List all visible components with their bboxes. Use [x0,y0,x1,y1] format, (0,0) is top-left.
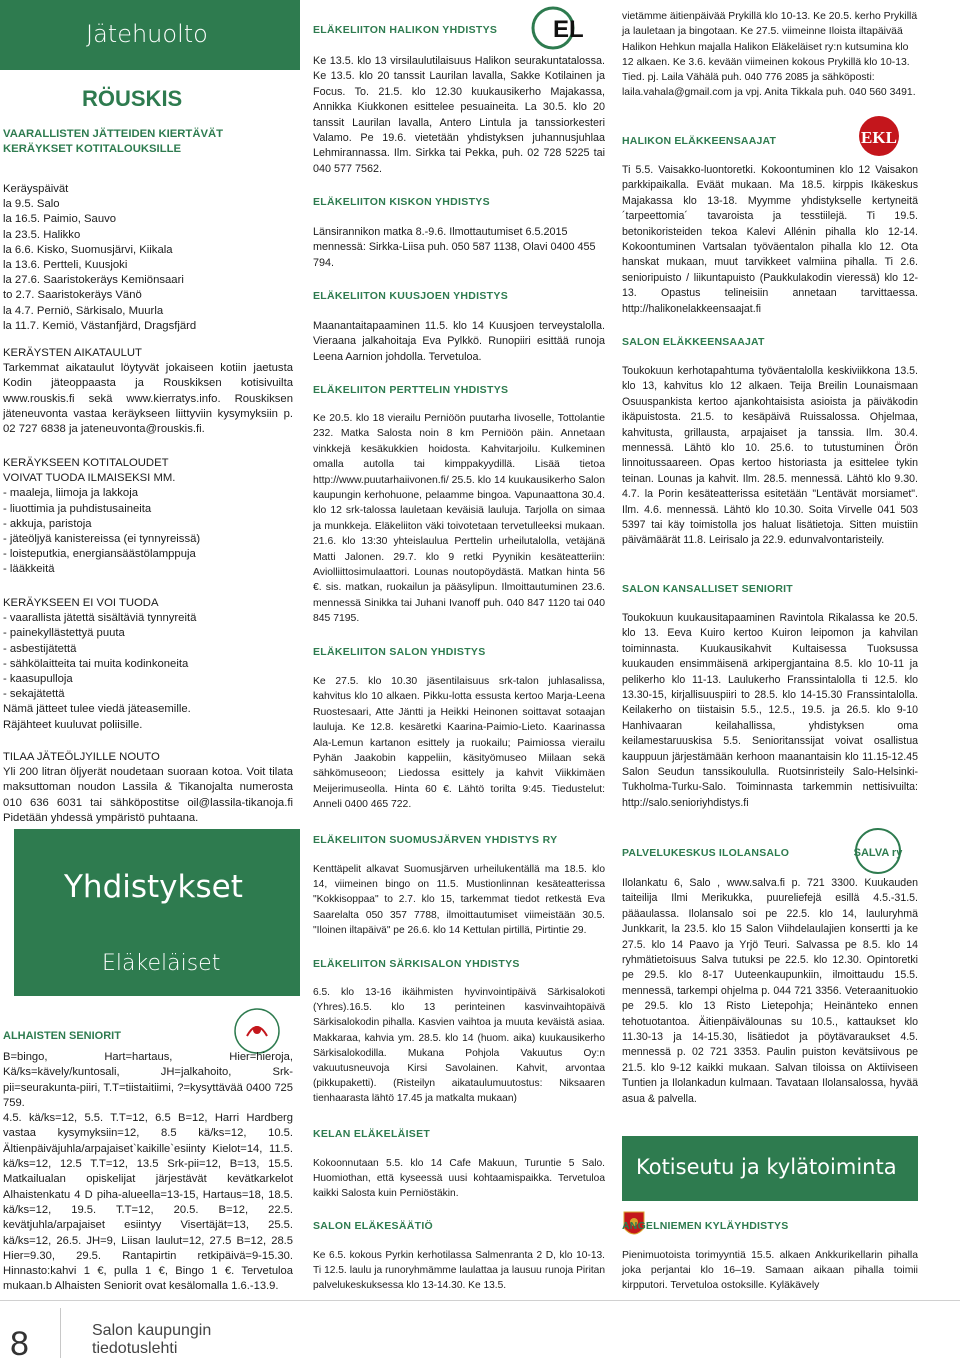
salo-heading: ELÄKELIITON SALON YHDISTYS [313,646,486,658]
angelniemi-heading: ANGELNIEMEN KYLÄYHDISTYS [622,1220,789,1232]
yhdistykset-title: Yhdistykset [64,869,243,905]
svg-text:SALVA ry: SALVA ry [853,847,903,859]
footer-divider [0,1300,960,1301]
svg-text:EL: EL [553,16,584,43]
suomusjarvi-heading: ELÄKELIITON SUOMUSJÄRVEN YHDISTYS RY [313,834,558,846]
angelniemi-text: Pienimuotoista torimyyntiä 15.5. alkaen Ankkurikellarin pihalla joka perjantai klo 16–19. Samaan aikaan pihalla toimii kirpputori. Tervetuloa ostoksille. Kyläkävely [622,1250,918,1292]
kuusjoki-heading: ELÄKELIITON KUUSJOEN YHDISTYS [313,290,509,302]
aikataulut-text: KERÄYSTEN AIKATAULUT Tarkemmat aikataulut löytyvät jokaiseen kotiin jaetusta Kodin jäteoppaasta ja Rouskiksen kotisivuilta www.rouskis.fi sekä www.kierratys.info. Rouskiksen jäteneuvonta vastaa keräykseen liittyviin kysymyksiin p. 02 727 6838 ja jateneuvonta@rouskis.fi. [3,347,293,436]
kotiseutu-title: Kotiseutu ja kylätoiminta [636,1155,897,1179]
suomusjarvi-text: Kenttäpelit alkavat Suomusjärven urheilukentällä ma 18.5. klo 14, viimeinen bingo on 11.5. Mustionlinnan kesäteatterissa "Kokkisoppaa" to 2.7. klo 15, tarkemmat tiedot retkestä Eva Saarelalta 050 357 7788, ilmoittautumiset viimeistään 30.5. "Iloinen iltapäivä" pe 26.6. klo 14 Kettulan pirtillä, Pirtintie 29. [313,864,605,936]
elakelaiset-title: Eläkeläiset [102,951,221,976]
top-continuation-text: vietämme äitienpäivää Prykillä klo 10-13. Ke 20.5. kerho Prykillä ja lauletaan ja bingotaan. Ke 27.5. viimeinne Iloista iltapäivää Halikon Hehkun majalla Halikon Eläkeläiset ry:n kutsumina klo 12 alkaen. Ke 3.6. kevään viimeinen kokous Prykillä klo 10-13. Tied. pj. Laila Vähälä puh. 040 776 2085 ja sähköposti: laila.vahala@gmail.com ja vpj. Anita Tikkala puh. 040 560 3491. [622,11,918,99]
page-number: 8 [10,1325,29,1363]
kisko-text: Länsirannikon matka 8.-9.6. Ilmottautumiset 6.5.2015 mennessä: Sirkka-Liisa puh. 050 587 1138, Olavi 0400 455 794. [313,226,596,269]
yhdistykset-banner [14,829,300,996]
halikon-text: Ti 5.5. Vaisakko-luontoretki. Kokoontuminen klo 12 Vaisakon parkkipaikalla. Eväät mukaan. Ma 18.5. kirppis Ikäkeskus Majakassa klo 13-18. Myymme yhdistykselle kertyneitä ´tarpeettomia´ tavaroista ja tesstiilejä. Ti 19.5. betonikoristeiden tekoa Kalevi Allénin pihalla klo 12-14. Kokoontuminen Vartsalan työväentalon pihalla klo 12. Ota hanskat mukaan, muut tarvikkeet valmiina pihalla. Ti 2.6. senioripuisto / liikuntapuisto (Paukkulakodin vieressä) klo 12-13. Opastus telineisiin annetaan tarvittaessa. http://halikonelakkeensaajat.fi [622,164,918,315]
svg-text:EKL: EKL [861,128,897,147]
alhaisten-heading: ALHAISTEN SENIORIT [3,1030,121,1042]
sarkisalo-text: 6.5. klo 13-16 ikäihmisten hyvinvointipäivä Särkisalokoti (Yhres).16.5. klo 13 perinteinen kasvinvaihtopäivä Särkisalokodin pihalla. Kasvien vaihtoa ja muuta keväistä asiaa. Makkaraa, kahvia ym. 28.5. klo 14 (huom. aika) kuukausikerho Särkisalokodilla. Mukana Pohjola Vakuutus Oy:n vakuutusneuvoja Kirsi Savolainen. Kahvit, arvontaa (pikkupaketti). (Risteilyn aikataulumuutostus: Niksaaren tienhaarasta lähtö 17.45 ja matkalta mukaan) [313,987,605,1105]
kiertavat-heading: VAARALLISTEN JÄTTEIDEN KIERTÄVÄT KERÄYKSET KOTITALOUKSILLE [3,128,224,156]
el-logo [525,4,605,52]
salon-elakkeensaajat-heading: SALON ELÄKKEENSAAJAT [622,336,765,348]
pertteli-heading: ELÄKELIITON PERTTELIN YHDISTYS [313,384,509,396]
salon-elakesaatio-text: Ke 6.5. kokous Pyrkin kerhotilassa Salmenranta 2 D, klo 10-13. Ti 12.5. laulu ja runoryhmämme laulattaa ja lausuu runoja Piritan palvelukeskuksessa klo 13-14.30. Ke 13.5. [313,1250,605,1292]
kelan-text: Kokoonnutaan 5.5. klo 14 Cafe Makuun, Turuntie 5 Salo. Huomiothan, että kyseessä uusi kohtaamispaikka. Tervetuloa kaikki Salosta kuin Perniöstäkin. [313,1158,605,1200]
kotitaloudet-list: KERÄYKSEEN KOTITALOUDET VOIVAT TUODA ILMAISEKSI MM. - maaleja, liimoja ja lakkoja - liuottimia ja puhdistusaineita - akkuja, paristoja - jäteöljyä kanistereissa (ei tynnyreissä) - loisteputkia, energiansäästölamppuja - lääkkeitä [3,457,201,576]
oljy-text: TILAA JÄTEÖLJYILLE NOUTO Yli 200 litran öljyerät noudetaan suoraan kotoa. Voit tilata maksuttoman noudon Lassila & Tikanojalta numerosta 010 636 6031 tai sähköpostitse oil@lassila-tikanoja.fi Pidetään yhdessä ympäristö puhtaana. [3,751,293,824]
halikko-heading: ELÄKELIITON HALIKON YHDISTYS [313,24,498,36]
kansalliset-heading: SALON KANSALLISET SENIORIT [622,583,793,595]
salon-elakesaatio-heading: SALON ELÄKESÄÄTIÖ [313,1220,434,1232]
kelan-heading: KELAN ELÄKELÄISET [313,1128,431,1140]
kuusjoki-text: Maanantaitapaaminen 11.5. klo 14 Kuusjoen terveystalolla. Vieraana jalkahoitaja Eva Pylkkö. Runopiiri esittää runoja Leena Aarnion johdolla. Tervetuloa. [313,320,605,363]
alhaisten-text: B=bingo, Hart=hartaus, Hier=hieroja, Kä/ks=kävely/kuntosali, JH=jalkahoito, Srk-pii=seurakunta-piiri, T.T=tiistaitiimi, ?=kysyttävää 0400 725 759. 4.5. kä/ks=12, 5.5. T.T=12, 6.5 B=12, Harri Hardberg vastaa kysymyksiin=12, 8.5 kä/ks=12, 10.5. Ältienpäiväjuhla/arpajaiset`kaikille`esiinty Kielot=14, 11.5. kä/ks=12, 12.5 T.T=12, 13.5 Srk-pii=12, B=13, 15.5. Matkailualan opiskelijat järjestävät kevätkarkelot Alhaistenkatu 4 D piha-alueella=13-15, Hartaus=18, 18.5. kä/ks=12, 19.5. T.T=12, 20.5. B=12, 22.5. kevätjuhla/arpajaiset esiintyy Visertäjät=13, 25.5. kä/ks=12, 26.5. JH=9, Liisan laulut=12, 27.5 B=12, 28.5 Hier=9.30, 29.5. Rantapirtin retkipäivä=9-15.30. Hinnasto:kahvi 1 €, pulla 1 €, Bingo 1 €. Tervetuloa mukaan.b Alhaisten Seniorit ovat kesälomalla 1.6.-13.9. [3,1051,293,1293]
footer-separator [60,1308,61,1358]
palvelukeskus-text: Ilolankatu 6, Salo , www.salva.fi p. 721 3300. Kuukauden taiteilija Ilmi Merikukka, puureliefejä esillä 4.5.-31.5. pääaulassa. Ilolansalo soi pe 22.5. klo 14, lauluryhmä Junkkarit, la 23.5. klo 15 Salon Viihdelaulajien konsertti ja ke 27.5. klo 14 Paavo ja Yrjö Teuri. Salvassa pe 8.5. klo 14 ryhmätietoisuus Salva tutuksi pe 22.5. klo 12.30. Opintoretki pe 29.5. klo 8-17 Uuteenkaupunkiin, ilmoittaudu 15.5. mennessä, tarkempi ohjelma p. 044 721 3356. Veteraanituokio pe 29.5. klo 13 Risto Lietepohja; Heinänteko ennen tehotuotantoa. Äitienpäivälounas su 10.5., kattaukset klo 11.30-13 ja 14-15.30, lisätiedot ja pöytävaraukset 4.5. mennessä p. 02 721 3353. Paulin puiston kevätsiivous pe 21.5. klo 9-12 kaikki mukaan. Salvan tiloissa on Aktiiviseen Tuntien ja Ilolankadun kulmaan. Tavataan Ilolansalossa, hyvää asua & palvella. [622,877,918,1105]
alhaisten-seniorit-logo-icon [232,1006,282,1056]
svg-text:RÖUSKIS: RÖUSKIS [82,86,183,111]
salon-elakkeensaajat-text: Toukokuun kerhotapahtuma työväentalolla keskiviikkona 13.5. klo 13, kahvitus klo 12 alkaen. Teija Breilin Lounaismaan Osuuspankista kertoo ajankohtaisista asioista ja päiväkodin ikäpuistosta. 21.5. to kesäpäivä Ruissalossa. Ohjelmaa, kahvitusta, grillausta, arpajaiset ja tanssia. Ilm. 30.4. mennessä. Lähtö klo 10. 25.6. to tutustuminen Örön linnoitussaareen. Opas kertoo historiasta ja esittelee tykin teinan. Lounas ja kahvit. Ilm. 28.5. mennessä. Lähtö klo 9.30. 4.7. la Porin kesäteatterissa esitetään "Lentävät morsiamet". Ilm. 4.6. mennessä. Lähtö klo 10.30. Soita Virvelle 041 503 5397 tai käy toimistolla jos haluat lisätietoja. Sitten muistiin päivämäärät 11.8. Leirisalo ja 22.9. edunvalvontaristeily. [622,365,918,547]
ekl-logo [854,114,904,158]
pertteli-text: Ke 20.5. klo 18 vierailu Perniöön puutarha Iivoselle, Tottolantie 232. Matka Salosta noin 8 km Perniöön päin. Annetaan vinkkejä kesäkukkien hoidosta. Kahvitarjoilu. Kulkeminen omalla autolla tai kimppakyydillä. Lisää tietoa http://www.puutarhaiivonen.fi/ 25.5. klo 14 kuukausikerho Salon kaupungin kerhohuone, pelaamme bingoa. Vapunaattona 30.4. klo 12 srk-talossa lauletaan keväisiä lauluja. Tarjolla on simaa ja munkkeja. Eläkeliiton väki toivotetaan tervetulleeksi mukaan. 21.6. klo 13:30 yhteislaulua Perttelin urheilutalolla, vetäjänä Matti Jalonen. 29.7. klo 9 retki Pyynikin kesäteatteriin: Aviolliittosimulaattori. Lounas noutopöydästä. Matkan hinta 56 €. sis. matkan, ruokailun ja pääsylipun. Ilmoittautuminen 23.6. mennessä Sinikka tai Juhani Ivanoff puh. 040 847 1120 tai 040 845 7195. [313,413,605,625]
salo-text: Ke 27.5. klo 10.30 jäsentilaisuus srk-talon juhlasalissa, kahvitus klo 10 alkaen. Pikku-lotta essusta kertoo Marja-Leena Ruostesaari, Atte Jäntti ja Heikki Heinonen soittavat sotaajan lauluja. Ke 12.8. kesäretki Kaarina-Paimio-Lieto. Kaarinassa Ala-Lemun kartanon esittely ja ruokailu; Paimiossa vierailu Pyhän Jaakobin kappeliin, käsityömuseo Miilaan sekä sähkömuseoon; Liedossa esittely ja kahvit Viikkimäen Meijerimuseolla. Hinta 60 €. Lähtö torilta 9:45. Tiedustelut: Anneli 0400 465 722. [313,676,605,811]
halikon-heading: HALIKON ELÄKKEENSAAJAT [622,135,777,147]
kansalliset-text: Toukokuun kuukausitapaaminen Ravintola Rikalassa ke 20.5. klo 13. Eeva Kuiro kertoo Kuiron leipomon ja kahvilan toiminnasta. Kuukausikahvit Kultaisessa Tuoksussa kuukauden ensimmäisenä arkipergjantaina 8.5. klo 10-11 ja pelikerho klo 11-13. Laulukerho Franssintalolla ti 12.5. klo 13.30-15, kirjallisuuspiiri to 28.5. klo 14-15.30 Franssintalolla. Keilakerho on tiistaisin 5.5., 12.5., 19.5. ja 26.5. klo 9-10 Hanhivaaran keilahallissa, yhdistyksen oma keilamestaruuskisa 5.5. Senioritanssijat voivat osallistua kauppuun järjestämään kerhoon maanantaisin klo 11.15-12.45 Salon Seudun tanssikoululla. Ruotsinristeily Salo-Helsinki-Tukholma-Turku-Salo. Toiminnasta tarkemmin nettisivuilta: http://salo.senioriyhdistys.fi [622,612,918,809]
kerays-schedule: Keräyspäivät la 9.5. Salo la 16.5. Paimio, Sauvo la 23.5. Halikko la 6.6. Kisko, Suomusjärvi, Kiikala la 13.6. Pertteli, Kuusjoki la 27.6. Saaristokeräys Kemiönsaari to 2.7. Saaristokeräys Vänö la 4.7. Perniö, Särkisalo, Muurla la 11.7. Kemiö, Västanfjärd, Dragsfjärd [3,183,197,332]
salva-logo [850,826,906,876]
kisko-heading: ELÄKELIITON KISKON YHDISTYS [313,196,490,208]
ei-voi-list: KERÄYKSEEN EI VOI TUODA - vaarallista jätettä sisältäviä tynnyreitä - painekyllästettyä puuta - asbestijätettä - sähkölaitteita tai muita kodinkoneita - kaasupulloja - sekajätettä Nämä jätteet tulee viedä jäteasemille. Räjähteet kuuluvat poliisille. [3,597,197,731]
publication-name: Salon kaupungin tiedotuslehti [92,1322,212,1357]
kotiseutu-banner [622,1136,918,1201]
palvelukeskus-heading: PALVELUKESKUS ILOLANSALO [622,847,790,859]
sarkisalo-heading: ELÄKELIITON SÄRKISALON YHDISTYS [313,958,520,970]
halikko-text: Ke 13.5. klo 13 virsilaulutilaisuus Halikon seurakuntatalossa. Ke 13.5. klo 20 tanssit Laurilan lavalla, Sakke Kotilainen ja Focus. To. 21.5. klo 12.30 kuukausikerho Majakassa, Annikka Kiukkonen esittelee pesuaineita. La 30.5. klo 20 tanssit Laurilan lavalla, Antero Lintula ja tanssiorkesteri Valamo. Pe 19.6. vietetään yhdistyksen juhannusjuhlaa Lehmirannassa. Ilm. Sirkka tai Pekka, puh. 02 728 5225 tai 040 577 7562. [313,55,605,175]
jatehuolto-banner [0,0,300,70]
jatehuolto-title: Jätehuolto [86,20,208,48]
rouskis-logo [82,85,204,111]
